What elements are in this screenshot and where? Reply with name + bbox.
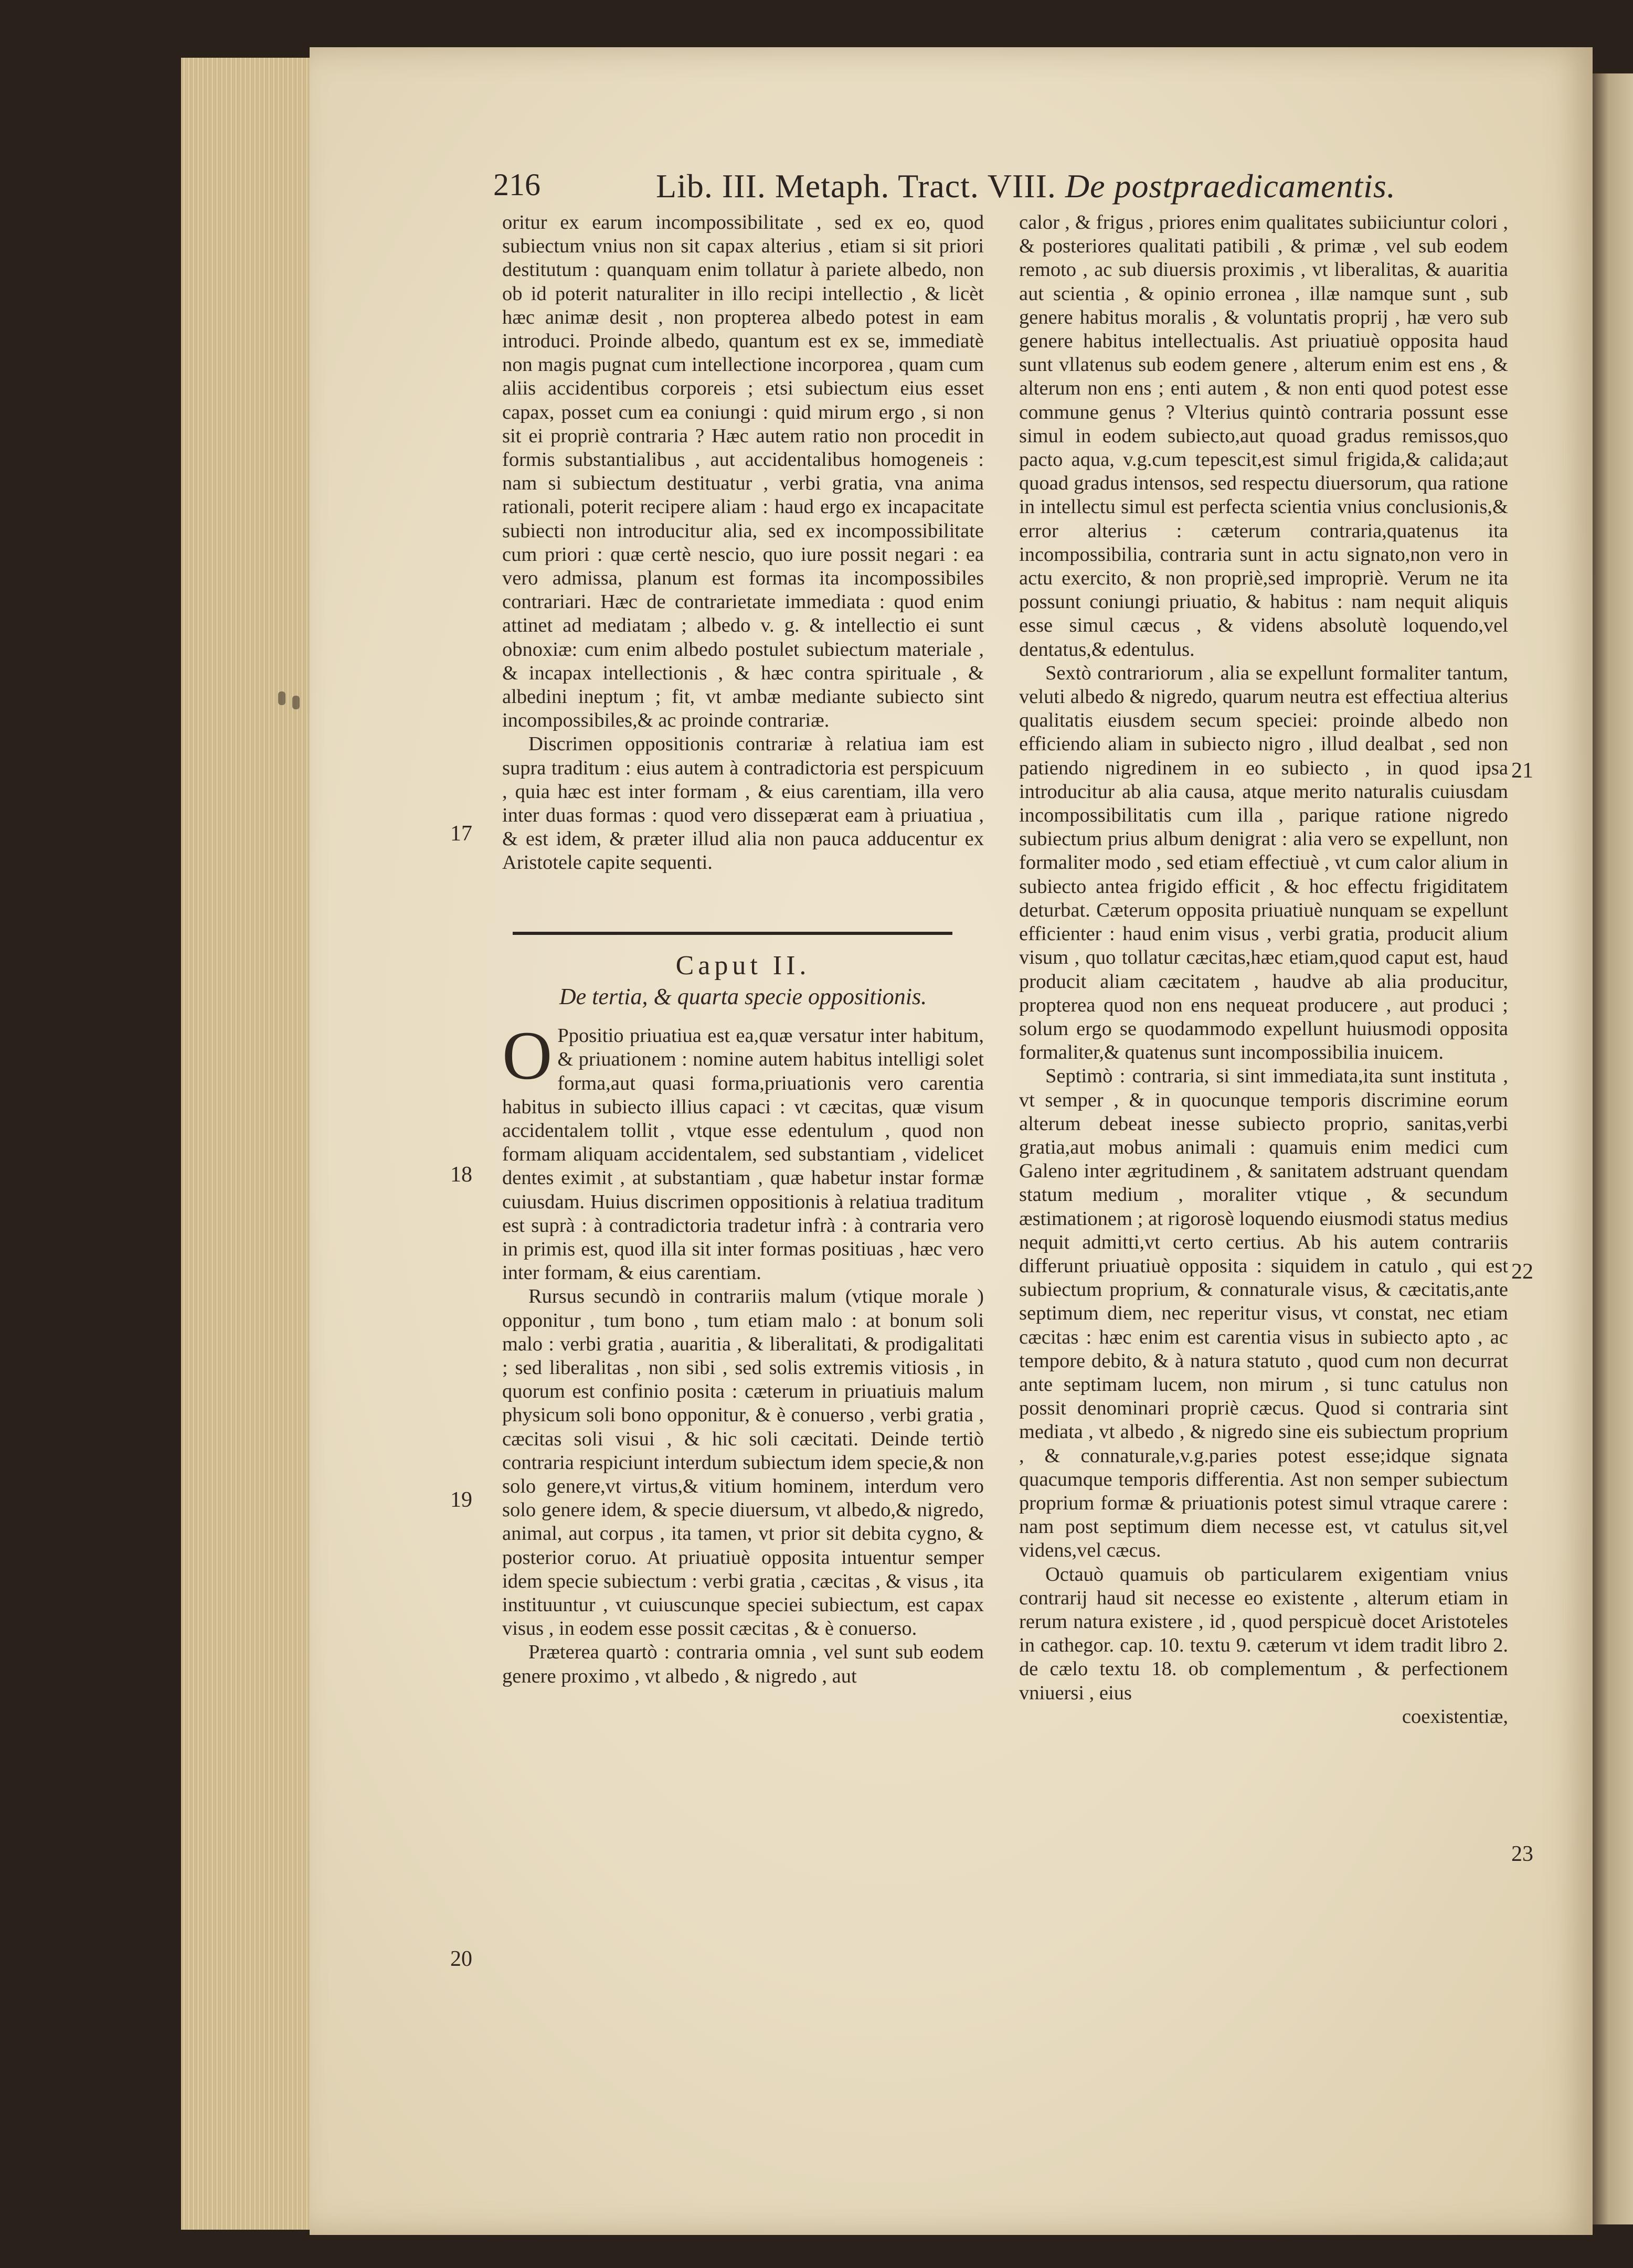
section-gap [502, 875, 984, 922]
right-paragraph-1: calor , & frigus , priores enim qualitates subiiciuntur colori , & posteriores qualitati patibili , & primæ , vel sub eodem remoto , ac sub diuersis proximis , vt liberalitas, & auaritia aut scientia , & opinio erronea , illæ namque sunt , sub genere habitus moralis , & voluntatis proprij , hæ vero sub genere habitus intellectualis. Ast priuatiuè opposita haud sunt vllatenus sub eodem genere , alterum enim est ens , & alterum non ens ; enti autem , & non enti quod potest esse commune genus ? Vlterius quintò contraria possunt esse simul in eodem subiecto,aut quoad gradus remissos,quo pacto aqua, v.g.cum tepescit,est simul frigida,& calida;aut quoad gradus intensos, sed respectu diuersorum, qua ratione in intellectu simul est perfecta scientia vnius conclusionis,& error alterius : cæterum contraria,quatenus ita incompossibilia, contraria sunt in actu signato,non vero in actu exercito, & non propriè,sed impropriè. Verum ne ita possunt coniungi priuatio, & habitus : nam nequit aliquis esse simul cæcus , & videns absolutè loquendo,vel dentatus,& edentulus. [1019, 211, 1508, 661]
running-head [656, 167, 1396, 206]
left-paragraph-3 [502, 1017, 984, 1285]
facing-page-edge [1593, 73, 1633, 2224]
chapter-heading: Caput II. [675, 950, 811, 981]
section-rule [513, 932, 952, 935]
margin-number-23: 23 [1511, 1842, 1533, 1866]
drop-capital: O [502, 1017, 553, 1094]
left-paragraph-2: Discrimen oppositionis contrariæ à relatiua iam est supra traditum : eius autem à contradictoria est perspicuum , quia hæc est inter formam , & eius carentiam, illa vero inter duas formas : quod vero dissepærat eam à priuatiua , & est idem, & præter illud alia non pauca adducentur ex Aristotele capite sequenti. [502, 733, 984, 874]
left-paragraph-3-text: Ppositio priuatiua est ea,quæ versatur inter habitum, & priuationem : nomine autem habitus intelligi solet forma,aut quasi forma,priuationis vero carentia habitus in subiecto illius capaci : vt cæcitas, quæ visum accidentalem tollit , vtque esse edentulum , quod non formam aliquam accidentalem, sed substantiam , videlicet dentes eximit , at substantiam , quæ habetur instar formæ cuiusdam. Huius discrimen oppositionis à relatiua traditum est suprà : à contradictoria tradetur infrà : à contraria vero in primis est, quod illa sit inter formas positiuas , hæc vero inter formam, & eius carentiam. [502, 1025, 984, 1284]
margin-number-22: 22 [1511, 1260, 1533, 1284]
right-paragraph-4: Octauò quamuis ob particularem exigentiam vnius contrarij haud sit necesse eo existente , alterum etiam in rerum natura existere , id , quod perspicuè docet Aristoteles in cathegor. cap. 10. textu 9. cæterum vt idem tradit libro 2. de cælo textu 18. ob complementum , & perfectionem vniuersi , eius [1019, 1563, 1508, 1704]
margin-number-18: 18 [450, 1163, 472, 1187]
margin-number-20: 20 [450, 1947, 472, 1971]
margin-number-21: 21 [1511, 759, 1533, 783]
running-head-text: Lib. III. Metaph. Tract. VIII. [656, 167, 1056, 205]
left-paragraph-1: oritur ex earum incompossibilitate , sed ex eo, quod subiectum vnius non sit capax alterius , etiam si sit priori destitutum : quanquam enim tollatur à pariete albedo, non ob id poterit naturaliter in illo recipi intellectio , & licèt hæc animæ desit , non propterea albedo potest in eam introduci. Proinde albedo, quantum est ex se, immediatè non magis pugnat cum intellectione incorporea , quam cum aliis accidentibus corporeis ; etsi subiectum eius esset capax, posset cum ea coniungi : quid mirum ergo , si non sit ei propriè contraria ? Hæc autem ratio non procedit in formis substantialibus , aut accidentalibus homogeneis : nam si subiectum destituatur , verbi gratia, vna anima rationali, poterit recipere aliam : haud ergo ex incapacitate subiecti non introducitur alia, sed ex incompossibilitate cum priori : quæ certè nescio, quo iure possit negari : ea vero admissa, planum est formas ita incompossibiles contrariari. Hæc de contrarietate immediata : quod enim attinet ad mediatam ; albedo v. g. & intellectio ei sunt obnoxiæ: cum enim albedo postulet subiectum materiale , & incapax intellectionis , & hæc contra spirituale , & albedini ineptum ; fit, vt ambæ mediante subiecto sint incompossibiles,& ac proinde contrariæ. [502, 211, 984, 732]
catchword: coexistentiæ, [1402, 1705, 1508, 1728]
margin-number-19: 19 [450, 1488, 472, 1512]
right-column [1019, 211, 1508, 1729]
left-paragraph-5: Præterea quartò : contraria omnia , vel sunt sub eodem genere proximo , vt albedo , & nigredo , aut [502, 1641, 984, 1687]
book-fore-edge [181, 58, 311, 2230]
left-paragraph-4: Rursus secundò in contrariis malum (vtique morale ) opponitur , tum bono , tum etiam malo : at bonum soli malo : verbi gratia , auaritia , & liberalitati, & prodigalitati ; sed liberalitas , non sibi , sed solis extremis vitiosis , in quorum est confinio posita : cæterum in priuatiuis malum physicum soli bono opponitur, & è conuerso , verbi gratia , cæcitas soli visui , & hic soli cæcitati. Deinde tertiò contraria respiciunt interdum subiectum idem specie,& non solo genere,vt virtus,& vitium hominem, interdum vero solo genere idem, & specie diuersum, vt albedo,& nigredo, animal, aut corpus , ita tamen, vt prior sit debita cygno, & posterior coruo. At priuatiuè opposita intuentur semper idem specie subiectum : verbi gratia , cæcitas , & visus , ita instituuntur , vt cuiuscunque speciei subiectum, est capax visus , in eodem esse possit cæcitas , & è conuerso. [502, 1285, 984, 1640]
page-speck [278, 691, 285, 705]
page-header [493, 167, 1490, 209]
right-paragraph-2: Sextò contrariorum , alia se expellunt formaliter tantum, veluti albedo & nigredo, quarum neutra est effectiua alterius qualitatis eiusdem secum speciei: proinde albedo non efficiendo aliam in subiecto nigro , illud dealbat , sed non patiendo nigredinem in eo subiecto , in quod ipsa introducitur ab alia causa, atque merito naturalis cuiusdam incompossibilitatis cum illa , parique ratione nigredo subiectum prius album denigrat : alia vero se expellunt, non formaliter modo , sed etiam effectiuè , vt cum calor alium in subiecto antea frigido efficit , & hoc effectu frigiditatem deturbat. Cæterum opposita priuatiuè nunquam se expellunt efficienter : haud enim visus , verbi gratia, producit alium visum , quo tollatur cæcitas,hæc etiam,quod caput est, haud producit aliam cæcitatem , haudve ab alia producitur, propterea quod non ens nequeat producere , aut produci ; solum ergo se quodammodo expellunt huiusmodi opposita formaliter,& quatenus sunt incompossibilia inuicem. [1019, 662, 1508, 1064]
left-column [502, 211, 984, 1688]
running-head-italic: De postpraedicamentis. [1065, 167, 1396, 205]
page-speck [292, 696, 300, 709]
margin-number-17: 17 [450, 822, 472, 846]
page-number: 216 [493, 167, 540, 202]
chapter-subtitle: De tertia, & quarta specie oppositionis. [559, 983, 927, 1009]
right-paragraph-3: Septimò : contraria, si sint immediata,ita sunt instituta , vt semper , & in quocunque temporis discrimine eorum alterum debeat inesse subiecto proprio, sanitas,verbi gratia,aut mobus animali : quamuis enim medici cum Galeno inter ægritudinem , & sanitatem adstruant quendam statum medium , moraliter vtique , & secundum æstimationem ; at rigorosè loquendo eiusmodi status medius nequit admitti,vt certo certius. Ab his autem contrariis differunt priuatiuè opposita : siquidem in catulo , qui est subiectum proprium, & connaturale visus, & cæcitatis,ante septimum diem, nec reperitur visus, vt constat, nec etiam cæcitas : hæc enim est carentia visus in subiecto apto , ac tempore debito, & à natura statuto , quod cum non decurrat ante septimam lucem, non mirum , si tunc catulus non possit denominari propriè cæcus. Quod si contraria sint mediata , vt albedo , & nigredo sine eis subiectum proprium , & connaturale,v.g.paries potest esse;idque signata quacumque temporis differentia. Ast non semper subiectum proprium formæ & priuationis potest simul vtraque carere : nam post septimum diem necesse est, vt catulus sit,vel videns,vel cæcus. [1019, 1065, 1508, 1562]
